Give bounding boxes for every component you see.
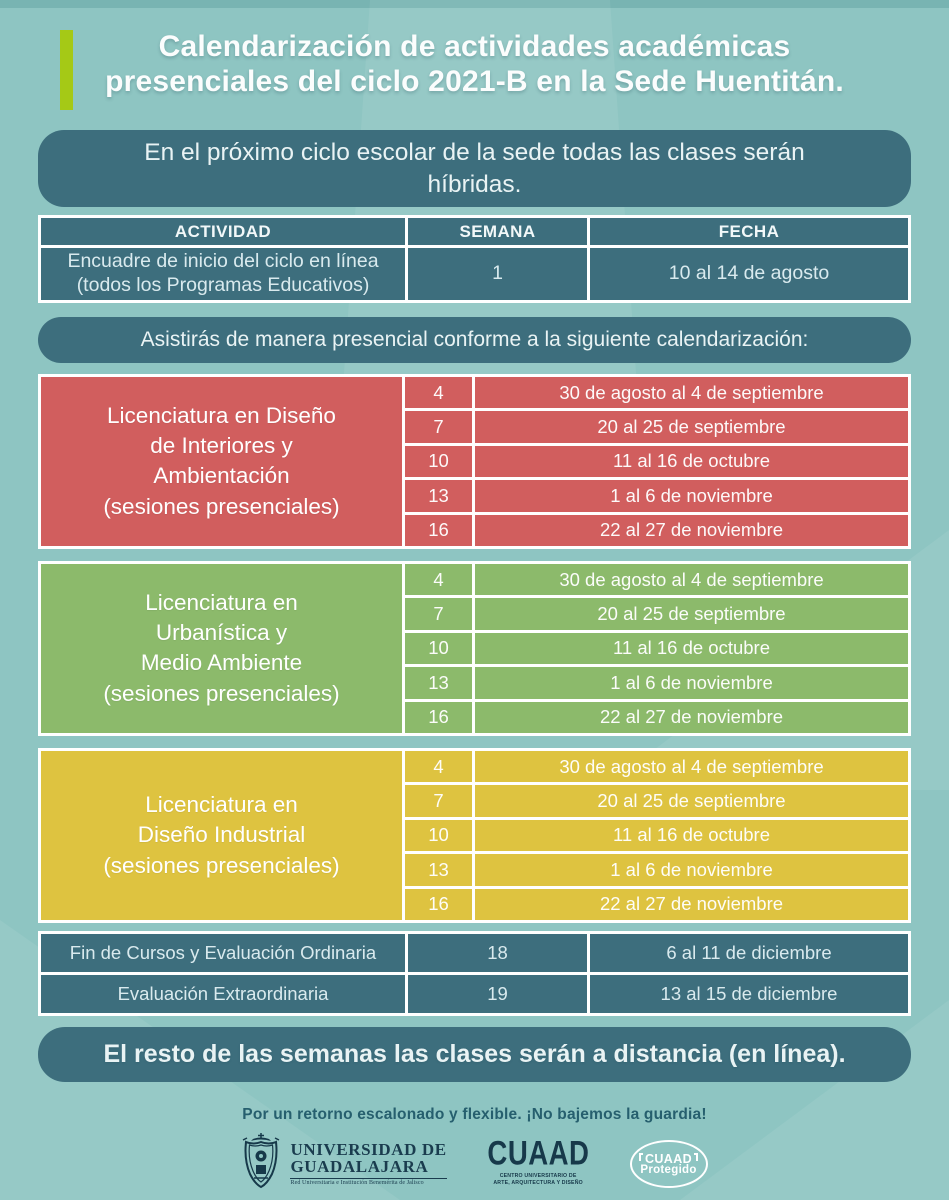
udg-logo (241, 1132, 446, 1195)
date-cell: 11 al 16 de octubre (475, 633, 908, 664)
column-header-fecha: FECHA (590, 218, 908, 245)
cell-fecha: 10 al 14 de agosto (590, 248, 908, 300)
week-cell: 10 (405, 820, 472, 851)
protegido-line2: Protegido (640, 1163, 697, 1176)
week-cell: 10 (405, 446, 472, 477)
banner-schedule-intro (38, 317, 911, 363)
udg-name: UNIVERSIDAD DE GUADALAJARA (290, 1139, 447, 1177)
cell-actividad-line1: Encuadre de inicio del ciclo en línea (67, 250, 379, 273)
cell-fecha: 6 al 11 de diciembre (590, 934, 908, 972)
bracket-left-icon (639, 1153, 643, 1161)
footer-slogan: Por un retorno escalonado y flexible. ¡No bajemos la guardia! (242, 1106, 707, 1123)
date-cell: 30 de agosto al 4 de septiembre (475, 751, 908, 782)
date-cell: 1 al 6 de noviembre (475, 480, 908, 511)
banner-hybrid-line1: En el próximo ciclo escolar de la sede todas las clases serán (144, 139, 805, 167)
cell-actividad (41, 248, 405, 300)
page-title (38, 30, 911, 99)
closing-evaluation-table (38, 931, 911, 1016)
week-cell: 16 (405, 515, 472, 546)
week-cell: 4 (405, 751, 472, 782)
cell-semana: 1 (408, 248, 587, 300)
udg-crest-icon (241, 1132, 281, 1195)
date-cell: 11 al 16 de octubre (475, 446, 908, 477)
cell-actividad: Evaluación Extraordinaria (41, 975, 405, 1013)
cell-fecha: 13 al 15 de diciembre (590, 975, 908, 1013)
banner-hybrid-classes (38, 130, 911, 207)
program-block-interiores (38, 374, 911, 549)
bracket-right-icon (694, 1153, 698, 1161)
date-cell: 1 al 6 de noviembre (475, 667, 908, 698)
week-cell: 4 (405, 564, 472, 595)
page-title-line2: presenciales del ciclo 2021-B en la Sede Huentitán. (105, 64, 844, 98)
week-cell: 10 (405, 633, 472, 664)
page-title-line1: Calendarización de actividades académicas (158, 30, 791, 63)
week-cell: 7 (405, 785, 472, 816)
column-header-actividad: ACTIVIDAD (41, 218, 405, 245)
week-cell: 13 (405, 667, 472, 698)
cuaad-subtitle: CENTRO UNIVERSITARIO DE ARTE, ARQUITECTURA Y DISEÑO (493, 1172, 583, 1186)
banner-schedule-intro-text: Asistirás de manera presencial conforme a la siguiente calendarización: (140, 328, 809, 351)
date-cell: 1 al 6 de noviembre (475, 854, 908, 885)
program-name: Licenciatura en Diseño Industrial (sesiones presenciales) (41, 751, 402, 920)
cell-actividad-line2: (todos los Programas Educativos) (76, 274, 370, 296)
date-cell: 20 al 25 de septiembre (475, 785, 908, 816)
date-cell: 30 de agosto al 4 de septiembre (475, 564, 908, 595)
week-cell: 7 (405, 598, 472, 629)
date-cell: 22 al 27 de noviembre (475, 515, 908, 546)
week-cell: 7 (405, 411, 472, 442)
date-cell: 22 al 27 de noviembre (475, 702, 908, 733)
week-cell: 13 (405, 854, 472, 885)
accent-bar (60, 30, 73, 110)
week-cell: 16 (405, 702, 472, 733)
header (38, 0, 911, 106)
banner-hybrid-line2: híbridas. (427, 170, 522, 198)
cuaad-protegido-badge (630, 1140, 708, 1188)
cell-semana: 18 (408, 934, 587, 972)
cell-actividad: Fin de Cursos y Evaluación Ordinaria (41, 934, 405, 972)
program-block-urbanistica (38, 561, 911, 736)
date-cell: 22 al 27 de noviembre (475, 889, 908, 920)
cell-semana: 19 (408, 975, 587, 1013)
date-cell: 30 de agosto al 4 de septiembre (475, 377, 908, 408)
intro-activity-table (38, 215, 911, 303)
program-name: Licenciatura en Urbanística y Medio Ambiente (sesiones presenciales) (41, 564, 402, 733)
date-cell: 11 al 16 de octubre (475, 820, 908, 851)
cuaad-acronym: CUAAD (487, 1134, 590, 1173)
column-header-semana: SEMANA (408, 218, 587, 245)
date-cell: 20 al 25 de septiembre (475, 411, 908, 442)
date-cell: 20 al 25 de septiembre (475, 598, 908, 629)
cuaad-logo (483, 1134, 594, 1187)
udg-tagline: Red Universitaria e Institución Benemérita de Jalisco (290, 1178, 446, 1187)
banner-distance-text: El resto de las semanas las clases serán a distancia (en línea). (103, 1040, 846, 1068)
banner-distance-classes (38, 1027, 911, 1082)
week-cell: 16 (405, 889, 472, 920)
program-block-industrial (38, 748, 911, 923)
program-name: Licenciatura en Diseño de Interiores y Ambientación (sesiones presenciales) (41, 377, 402, 546)
week-cell: 13 (405, 480, 472, 511)
protegido-line1: CUAAD (644, 1151, 693, 1166)
footer-logos (38, 1132, 911, 1195)
week-cell: 4 (405, 377, 472, 408)
